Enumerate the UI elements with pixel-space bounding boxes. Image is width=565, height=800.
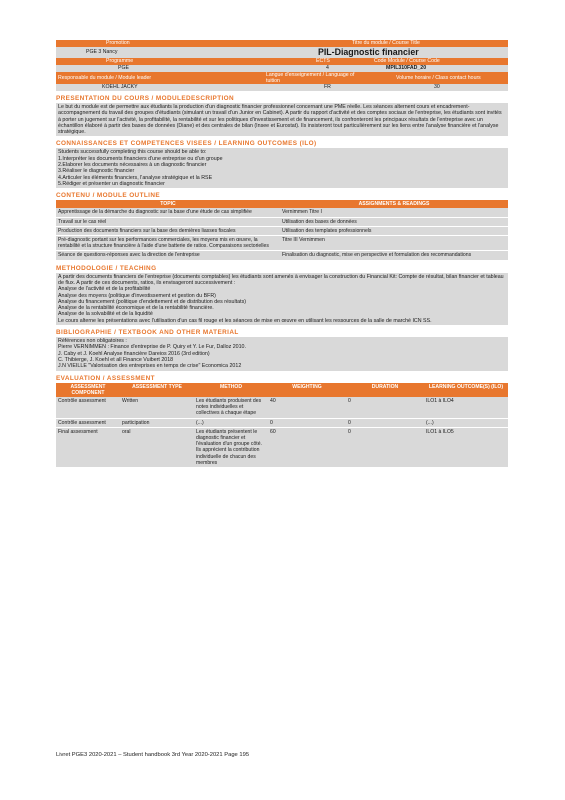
method-cell: (...) [194,418,268,427]
teaching-line: Le cours alterne les présentations avec l'utilisation d'un cas fil rouge et les séances de mise en œuvre en utilisant les ressources de la salle de marché ICN SS. [58,317,432,324]
header-row-3-values [56,84,508,91]
topic-cell: Apprentissage de la démarche du diagnostic sur la base d'une étude de cas simplifiée [56,208,280,217]
teaching-line: Analyse de l'activité et de la profitabilité [58,286,151,293]
presentation-paragraph: Le but du module est de permettre aux étudiants la production d'un diagnostic financier professionnel concernant une PME réelle. Les séances alternent cours et encadrement-accompagnement du travail des groupes d'étudiants (simulant un travail d'un Junior en Cabinet). A partir du rapport d'activité et des comptes sociaux de l'entreprise, les étudiants sont invités à porter un jugement sur l'activité, la profitabilité, la rentabilité et sur les politiques d'investissement et de financement, ils confronteront les principaux résultats de l'entreprise avec un échantillon élaboré à partir des bases de données (Diane) et des centrales de bilan (Insee et Eurostat). Ils insisteront tout particulièrement sur les liens entre l'analyse financière et l'analyse stratégique. [58,104,502,136]
programme-label: Programme [106,58,134,64]
type-cell: participation [120,418,194,427]
assignment-cell: Utilisation des templates professionnels [280,226,508,235]
table-row [56,418,508,427]
assignment-cell: Vernimmen Titre I [280,208,508,217]
method-cell: Les étudiants produisent des notes individuelles et collectives à chaque étape [194,397,268,418]
table-row [56,226,508,235]
contact-hours-value: 30 [434,84,440,90]
component-cell: Contrôle assessment [56,397,120,418]
assignments-header: ASSIGNMENTS & READINGS [280,200,508,208]
bibliography-title: BIBLIOGRAPHIE / TEXTBOOK AND OTHER MATERIAL [56,329,239,337]
contact-hours-label: Volume horaire / Class contact hours [396,75,481,81]
bibliography-line: J.N VIEILLE "Valorisation des entreprises en temps de crise" Economica 2012 [58,363,242,370]
method-cell: Les étudiants présentent le diagnostic financier et l'évaluation d'un groupe côté. Ils apprécient la contribution individuelle de chacun des membres [194,427,268,467]
language-value: FR [324,84,331,90]
page-footer: Livret PGE3 2020-2021 – Student handbook 3rd Year 2020-2021 Page 195 [56,752,250,758]
assignment-cell: Utilisation des bases de données [280,217,508,226]
duration-cell: 0 [346,418,424,427]
header-row-1-labels [56,40,508,47]
table-row [56,217,508,226]
table-row [56,397,508,418]
teaching-line: Analyse des moyens (politique d'investissement et gestion du BFR) [58,292,216,299]
component-header: ASSESSMENT COMPONENT [56,383,120,397]
type-cell: Written [120,397,194,418]
ects-label: ECTS [316,58,330,64]
teaching-line: Analyse de la solvabilité et de la liquidité [58,311,153,318]
teaching-line: Analyse du financement (politique d'endettement et de distribution des résultats) [58,298,246,305]
outcomes-line: 3.Réaliser le diagnostic financier [58,168,135,175]
promotion-value: PGE 3 Nancy [86,49,118,55]
type-header: ASSESSMENT TYPE [120,383,194,397]
outcomes-line: 2.Elaborer les documents nécessaires à un diagnostic financier [58,162,207,169]
outcomes-line: 4.Articuler les éléments financiers, l'analyse stratégique et la RSE [58,174,213,181]
promotion-label: Promotion [106,40,130,46]
course-sheet [56,40,508,468]
language-label: Langue d'enseignement / Language of tuition [266,72,355,84]
assessment-title: EVALUATION / ASSESSMENT [56,374,155,382]
outcomes-title: CONNAISSANCES ET COMPETENCES VISEES / LEARNING OUTCOMES (ILO) [56,140,317,148]
ilo-header: LEARNING OUTCOME(S) (ILO) [424,383,508,397]
teaching-text [56,273,508,325]
bibliography-line: Pierre VERNIMMEN : Finance d'entreprise de P. Quiry et Y. Le Fur, Dalloz 2010. [58,344,246,351]
table-row [56,251,508,260]
table-row [56,208,508,217]
course-code-value: MPIL310FAD_20 [386,65,427,71]
table-row [56,236,508,251]
header-row-3-labels [56,72,508,84]
assessment-header-row [56,383,508,397]
outcomes-line: 5.Rédiger et présenter un diagnostic financier [58,180,165,187]
outcomes-list [56,148,508,188]
outline-table [56,200,508,260]
header-row-2-values [56,65,508,72]
bibliography-line: J. Caby et J. Koehl Analyse financière Dareios 2016 (3rd edition) [58,350,210,357]
teaching-line: A partir des documents financiers de l'entreprise (documents comptables) les étudiants sont amenés à envisager la construction du Financial Kit: Compte de résultat, bilan financier et tableau de flux. A partir de ces documents, ratios, ils envisageront successivement : [58,273,504,286]
ilo-cell: (...) [424,418,508,427]
table-row [56,427,508,467]
header-row-2-labels [56,58,508,65]
course-title: PIL-Diagnostic financier [318,47,419,57]
assignment-cell: Titre III Vernimmen [280,236,508,251]
presentation-title: PRESENTATION DU COURS / MODULEDESCRIPTION [56,95,235,102]
outline-title: CONTENU / MODULE OUTLINE [56,192,161,200]
weighting-cell: 60 [268,427,346,467]
ects-value: 4 [326,65,329,71]
topic-cell: Séance de questions-réponses avec la direction de l'entreprise [56,251,280,260]
component-cell: Contrôle assessment [56,418,120,427]
topic-cell: Production des documents financiers sur la base des dernières liasses fiscales [56,226,280,235]
duration-header: DURATION [346,383,424,397]
bibliography-list [56,337,508,370]
duration-cell: 0 [346,397,424,418]
topic-header: TOPIC [56,200,280,208]
type-cell: oral [120,427,194,467]
topic-cell: Travail sur le cas réel [56,217,280,226]
outcomes-line: Students successfully completing this course should be able to: [58,149,207,156]
module-leader-value: KOEHL JACKY [102,84,138,90]
presentation-text [56,103,508,136]
programme-value: PGE [118,65,129,71]
teaching-line: Analyse de la rentabilité économique et de la rentabilité financière. [58,305,214,312]
outcomes-line: 1.Interpréter les documents financiers d'une entreprise ou d'un groupe [58,155,223,162]
assessment-table [56,383,508,468]
teaching-title: METHODOLOGIE / TEACHING [56,264,157,272]
module-leader-label: Responsable du module / Module leader [58,75,152,81]
assignment-cell: Finalisation du diagnostic, mise en perspective et formulation des recommandations [280,251,508,260]
component-cell: Final assessment [56,427,120,467]
bibliography-line: C. Thibierge, J. Koehl et all Finance Vuibert 2018 [58,356,174,363]
course-code-label: Code Module / Course Code [374,58,440,64]
bibliography-line: Références non obligatoires : [58,338,127,345]
ilo-cell: ILO1 à ILO5 [424,427,508,467]
method-header: METHOD [194,383,268,397]
weighting-cell: 0 [268,418,346,427]
duration-cell: 0 [346,427,424,467]
weighting-header: WEIGHTING [268,383,346,397]
outline-header-row [56,200,508,208]
course-title-label: Titre du module / Course Title [352,40,420,46]
topic-cell: Pré-diagnostic portant sur les performances commerciales, les moyens mis en œuvre, la rentabilité et la structure financière à l'aide d'une batterie de ratios. Comparaisons sectorielles [56,236,280,251]
ilo-cell: ILO1 à ILO4 [424,397,508,418]
header-row-1-values [56,47,508,58]
weighting-cell: 40 [268,397,346,418]
